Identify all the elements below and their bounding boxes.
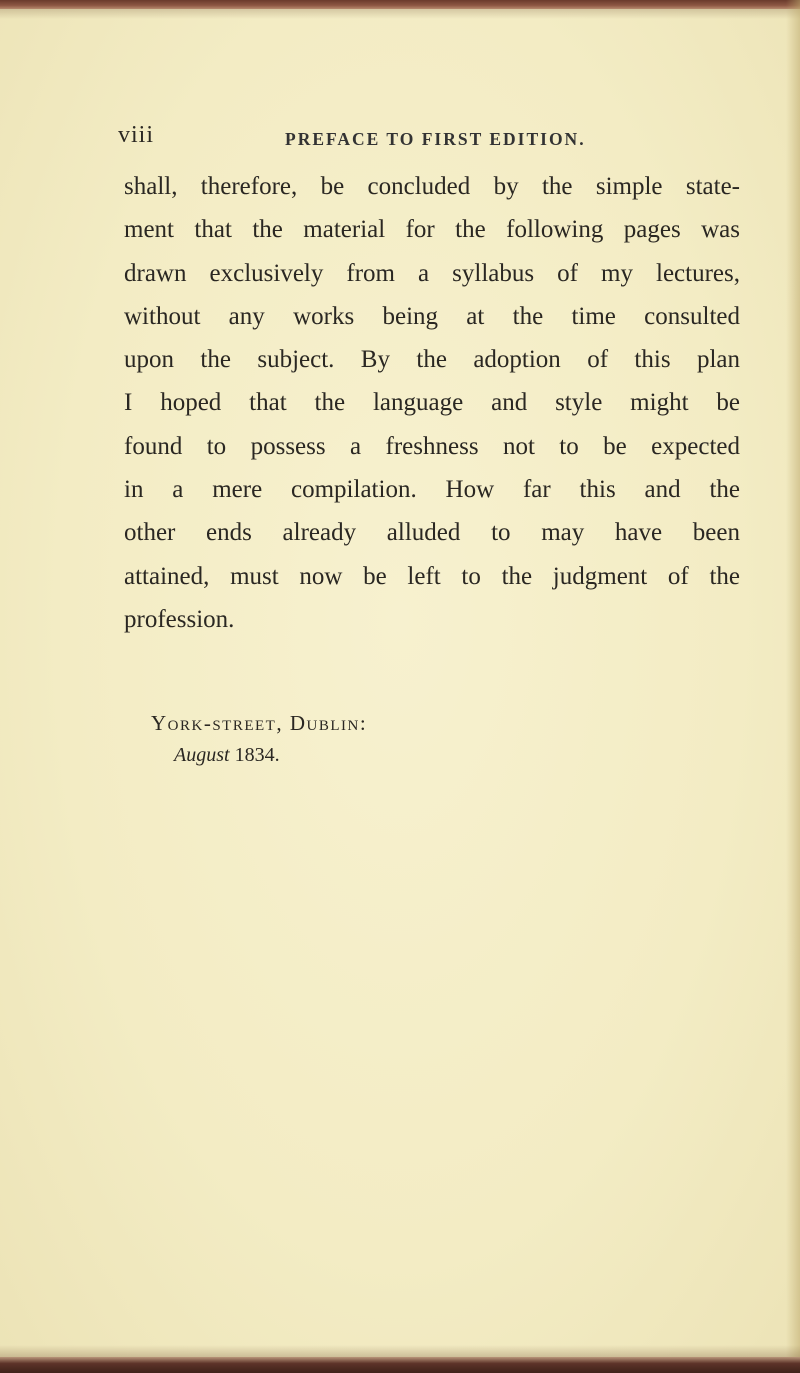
- page-header: [118, 122, 718, 162]
- signoff-month: August: [174, 744, 230, 766]
- text-line: found to possess a freshness not to be expected: [124, 432, 740, 460]
- running-head: PREFACE TO FIRST EDITION.: [285, 129, 586, 149]
- text-line: in a mere compilation. How far this and the: [124, 476, 740, 504]
- text-line: I hoped that the language and style might be: [124, 389, 740, 417]
- page-top-shadow: [0, 9, 800, 19]
- text-line: shall, therefore, be concluded by the simple state-: [124, 173, 740, 200]
- page-right-edge: [786, 0, 800, 1373]
- page-top-edge: [0, 0, 800, 9]
- signoff-date: [151, 740, 367, 770]
- text-line: upon the subject. By the adoption of this plan: [124, 346, 740, 374]
- text-line: other ends already alluded to may have been: [124, 519, 740, 547]
- text-line: without any works being at the time consulted: [124, 302, 740, 330]
- signoff: [151, 706, 367, 770]
- text-line-last: profession.: [124, 605, 235, 633]
- signoff-place: York-street, Dublin:: [151, 711, 368, 735]
- text-line: ment that the material for the following pages was: [124, 216, 740, 244]
- text-line: drawn exclusively from a syllabus of my lectures,: [124, 259, 740, 287]
- preface-body: [124, 165, 740, 641]
- page-bottom-edge: [0, 1357, 800, 1373]
- page-bottom-shadow: [0, 1345, 800, 1357]
- text-line: attained, must now be left to the judgment of the: [124, 562, 740, 590]
- page-number: viii: [118, 122, 155, 148]
- signoff-year: 1834.: [234, 744, 280, 766]
